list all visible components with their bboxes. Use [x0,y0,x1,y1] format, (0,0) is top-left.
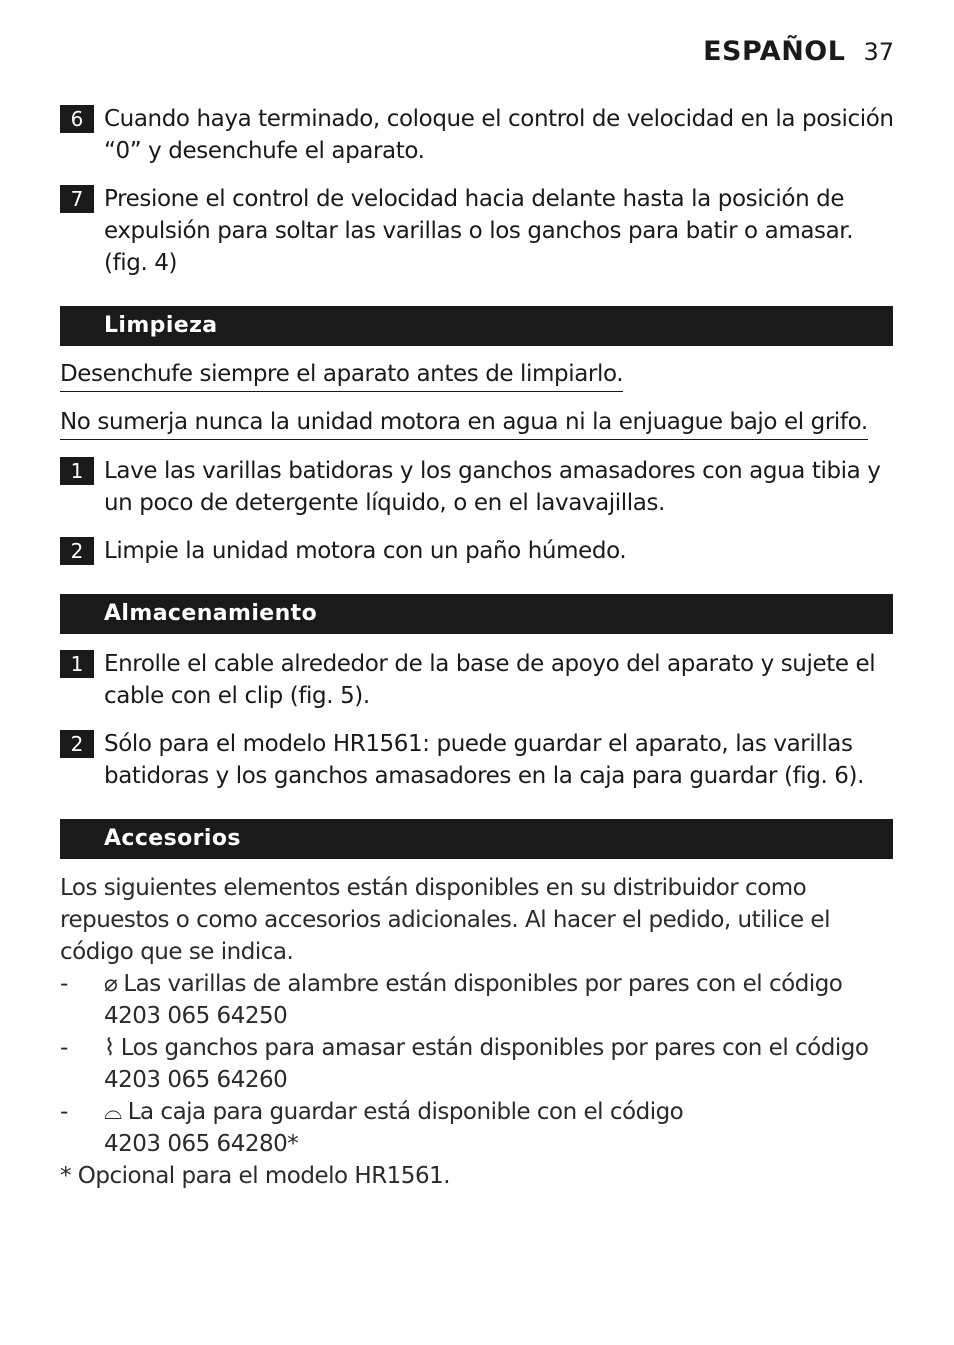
list-item-content [104,1096,683,1160]
list-item [60,1096,894,1160]
accessory-code: 4203 065 64260 [104,1067,288,1093]
step-text: Sólo para el modelo HR1561: puede guardar el aparato, las varillas batidoras y los ganchos amasadores en la caja para guardar (fig. 6). [104,731,865,789]
step-number: 7 [60,185,94,213]
step-text: Lave las varillas batidoras y los ganchos amasadores con agua tibia y un poco de detergente líquido, o en el lavavajillas. [104,458,881,516]
step-item [60,535,894,567]
list-dash: - [60,1099,68,1125]
dough-hook-icon: ⌇ [104,1035,115,1061]
step-item [60,728,894,792]
footnote: * Opcional para el modelo HR1561. [60,1163,451,1189]
accessory-code: 4203 065 64280* [104,1131,299,1157]
list-item [60,1032,894,1096]
section-heading-accesorios: Accesorios [60,819,893,859]
warning-unplug: Desenchufe siempre el aparato antes de limpiarlo. [60,359,623,392]
accessory-text: Los ganchos para amasar están disponibles por pares con el código [120,1035,869,1061]
step-text: Cuando haya terminado, coloque el control de velocidad en la posición “0” y desenchufe el aparato. [104,106,894,164]
list-item-content [104,968,842,1032]
language-label: ESPAÑOL [703,36,846,67]
step-text: Presione el control de velocidad hacia delante hasta la posición de expulsión para soltar las varillas o los ganchos para batir o amasar. (fig. 4) [104,186,854,276]
section-heading-limpieza: Limpieza [60,306,893,346]
accessories-intro: Los siguientes elementos están disponibles en su distribuidor como repuestos o como accesorios adicionales. Al hacer el pedido, utilice el código que se indica. [60,875,830,965]
page-header [703,36,894,67]
accessory-text: La caja para guardar está disponible con el código [127,1099,684,1125]
step-text: Enrolle el cable alrededor de la base de apoyo del aparato y sujete el cable con el clip (fig. 5). [104,651,876,709]
step-number: 6 [60,105,94,133]
list-item-content [104,1032,868,1096]
list-dash: - [60,971,68,997]
page-number: 37 [863,38,894,66]
list-item [60,968,894,1032]
step-item [60,455,894,519]
step-number: 1 [60,650,94,678]
step-item [60,183,894,279]
list-dash: - [60,1035,68,1061]
step-item [60,648,894,712]
step-number: 2 [60,730,94,758]
step-number: 2 [60,537,94,565]
step-text: Limpie la unidad motora con un paño húmedo. [104,538,627,564]
storage-box-icon: ⌓ [104,1099,122,1125]
accessory-text: Las varillas de alambre están disponibles por pares con el código [123,971,843,997]
step-item [60,103,894,167]
whisk-icon: ⌀ [104,971,118,997]
warning-no-immerse: No sumerja nunca la unidad motora en agua ni la enjuague bajo el grifo. [60,407,868,440]
step-number: 1 [60,457,94,485]
accessory-code: 4203 065 64250 [104,1003,288,1029]
section-heading-almacenamiento: Almacenamiento [60,594,893,634]
